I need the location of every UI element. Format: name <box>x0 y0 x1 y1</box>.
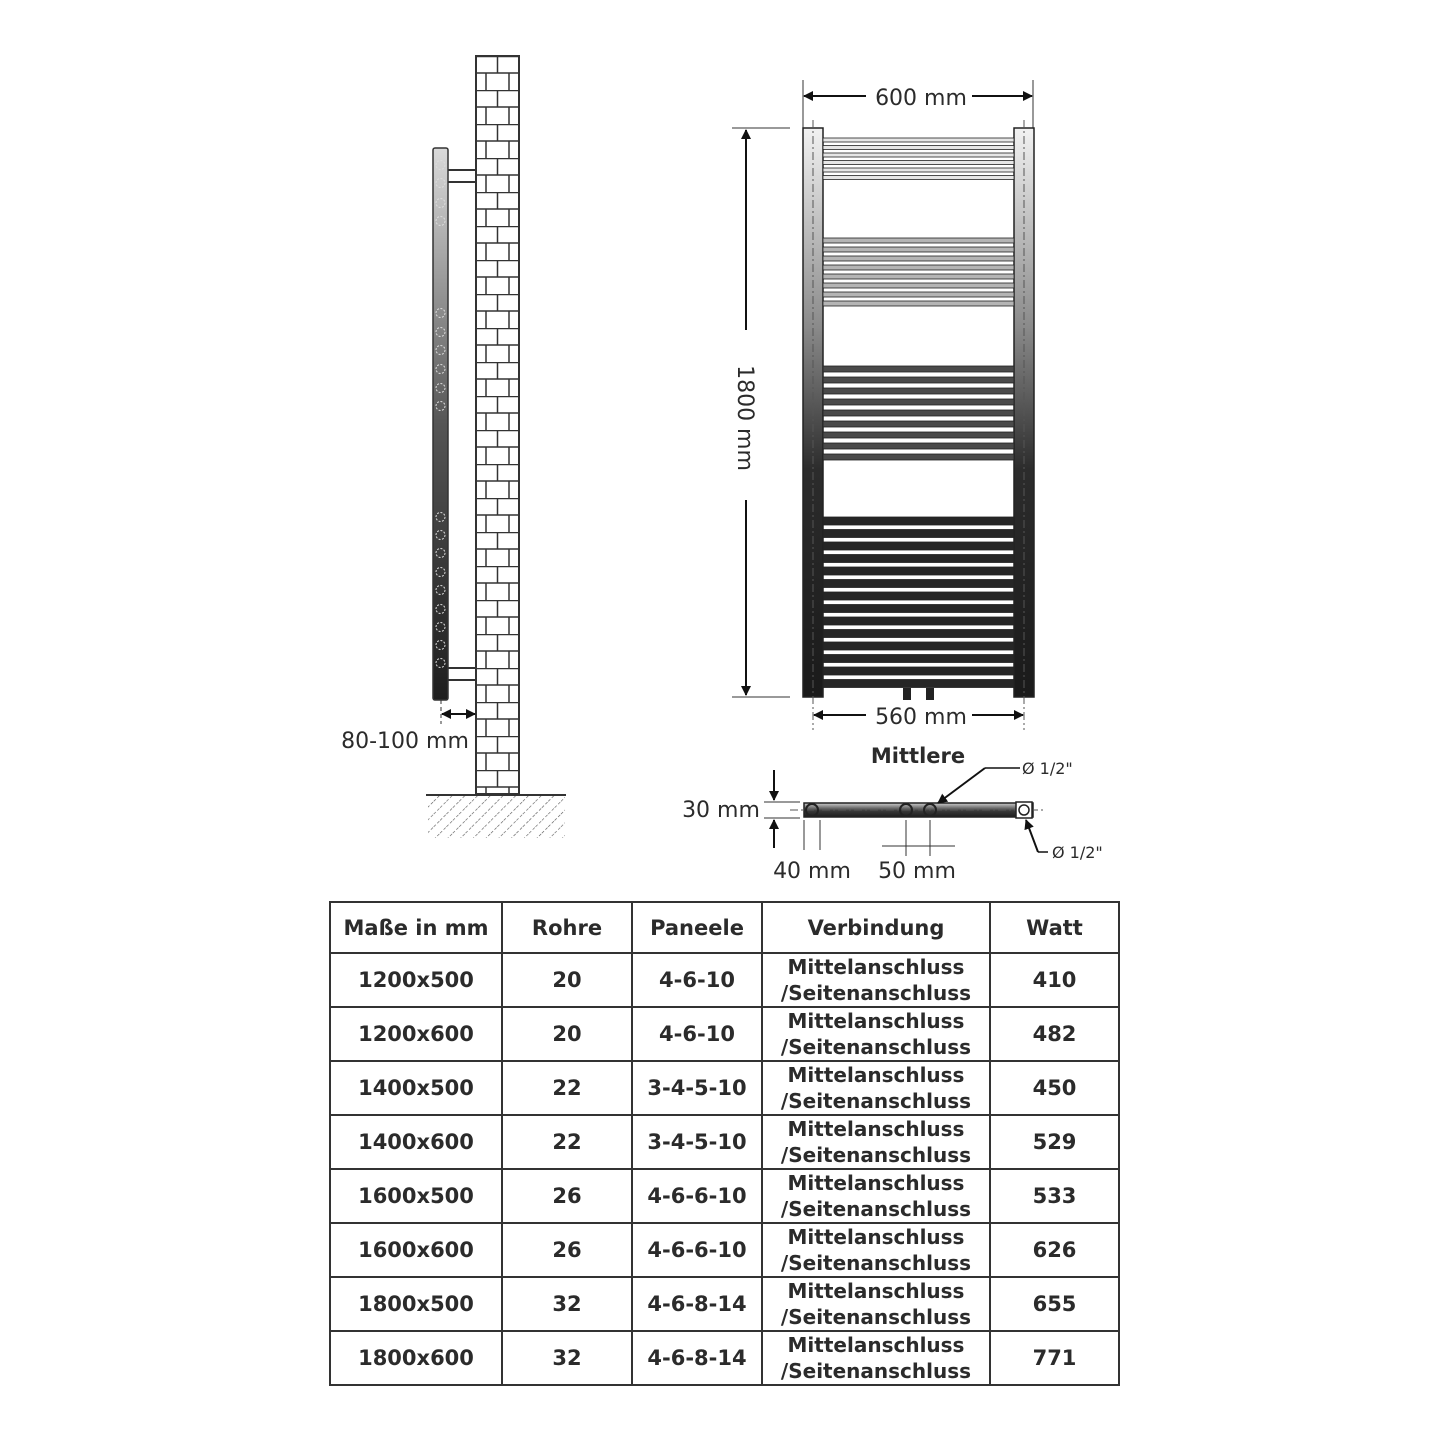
header-tubes: Rohre <box>502 902 632 953</box>
radiator-rung <box>823 377 1014 383</box>
connection-center: Mittelanschluss <box>787 955 965 979</box>
cell-watt: 626 <box>990 1223 1119 1277</box>
connection-side: /Seitenanschluss <box>780 1197 972 1221</box>
cell-watt: 771 <box>990 1331 1119 1385</box>
cell-watt: 410 <box>990 953 1119 1007</box>
cell-connection <box>762 1007 990 1061</box>
connection-side: /Seitenanschluss <box>780 1035 972 1059</box>
radiator-rung <box>823 138 1014 142</box>
side-view <box>341 56 566 838</box>
cell-size: 1400x500 <box>330 1061 502 1115</box>
cell-tubes: 22 <box>502 1115 632 1169</box>
radiator-rung <box>823 542 1014 550</box>
table-header-row <box>330 902 1119 953</box>
offset-label: 40 mm <box>773 859 851 884</box>
radiator-rung <box>823 580 1014 588</box>
brick-wall <box>476 56 519 794</box>
bottom-view <box>682 744 1103 884</box>
cell-watt: 529 <box>990 1115 1119 1169</box>
front-view <box>732 80 1034 730</box>
cell-connection <box>762 1115 990 1169</box>
cell-panels: 4-6-10 <box>632 953 762 1007</box>
connection-center: Mittelanschluss <box>787 1117 965 1141</box>
radiator-rung <box>823 265 1014 270</box>
cell-tubes: 32 <box>502 1331 632 1385</box>
header-size: Maße in mm <box>330 902 502 953</box>
table-row <box>330 1331 1119 1385</box>
connection-side: /Seitenanschluss <box>780 1143 972 1167</box>
cell-connection <box>762 1061 990 1115</box>
radiator-rung <box>823 168 1014 172</box>
cell-watt: 655 <box>990 1277 1119 1331</box>
table-row <box>330 1223 1119 1277</box>
radiator-rung <box>823 667 1014 675</box>
cell-watt: 450 <box>990 1061 1119 1115</box>
wall-bracket-top <box>446 170 476 182</box>
cell-watt: 533 <box>990 1169 1119 1223</box>
connection-side: /Seitenanschluss <box>780 1251 972 1275</box>
cell-panels: 3-4-5-10 <box>632 1061 762 1115</box>
cell-panels: 4-6-10 <box>632 1007 762 1061</box>
connection-center: Mittelanschluss <box>787 1171 965 1195</box>
radiator-rung <box>823 642 1014 650</box>
cell-panels: 4-6-8-14 <box>632 1331 762 1385</box>
radiator-rung <box>823 680 1014 688</box>
table-row <box>330 953 1119 1007</box>
cell-tubes: 32 <box>502 1277 632 1331</box>
radiator-rung <box>823 617 1014 625</box>
cell-connection <box>762 1277 990 1331</box>
radiator-rung <box>823 366 1014 372</box>
radiator-side-profile <box>433 148 448 700</box>
axis-distance-label: 560 mm <box>875 705 967 730</box>
radiator-rung <box>823 283 1014 288</box>
cell-size: 1200x500 <box>330 953 502 1007</box>
cell-connection <box>762 1331 990 1385</box>
radiator-rung <box>823 256 1014 261</box>
radiator-rung <box>823 161 1014 165</box>
cell-panels: 3-4-5-10 <box>632 1115 762 1169</box>
table-row <box>330 1169 1119 1223</box>
cell-tubes: 20 <box>502 953 632 1007</box>
connection-center: Mittelanschluss <box>787 1063 965 1087</box>
radiator-rung <box>823 421 1014 427</box>
connection-center: Mittelanschluss <box>787 1225 965 1249</box>
radiator-rung <box>823 517 1014 525</box>
cell-panels: 4-6-6-10 <box>632 1169 762 1223</box>
radiator-rung <box>823 146 1014 150</box>
radiator-rung <box>823 410 1014 416</box>
radiator-rung <box>823 399 1014 405</box>
spacing-label: 50 mm <box>878 859 956 884</box>
cell-connection <box>762 1223 990 1277</box>
table-row <box>330 1277 1119 1331</box>
connection-side: /Seitenanschluss <box>780 1089 972 1113</box>
radiator-rung <box>823 388 1014 394</box>
spec-table <box>329 901 1120 1386</box>
cell-tubes: 26 <box>502 1169 632 1223</box>
cell-watt: 482 <box>990 1007 1119 1061</box>
radiator-rung <box>823 630 1014 638</box>
header-panels: Paneele <box>632 902 762 953</box>
diameter-label-top: Ø 1/2" <box>1022 759 1073 778</box>
cell-tubes: 26 <box>502 1223 632 1277</box>
diameter-label-side: Ø 1/2" <box>1052 843 1103 862</box>
diameter-arrow-side <box>1026 820 1038 852</box>
cell-connection <box>762 953 990 1007</box>
cell-tubes: 22 <box>502 1061 632 1115</box>
connection-center: Mittelanschluss <box>787 1279 965 1303</box>
cell-panels: 4-6-8-14 <box>632 1277 762 1331</box>
table-row <box>330 1007 1119 1061</box>
radiator-rung <box>823 555 1014 563</box>
radiator-rungs <box>823 138 1014 688</box>
radiator-rung <box>823 153 1014 157</box>
connection-stub-right <box>926 688 934 700</box>
cell-panels: 4-6-6-10 <box>632 1223 762 1277</box>
depth-label: 30 mm <box>682 798 760 823</box>
radiator-rung <box>823 292 1014 297</box>
header-connection: Verbindung <box>762 902 990 953</box>
width-label: 600 mm <box>875 86 967 111</box>
cell-size: 1800x600 <box>330 1331 502 1385</box>
table-row <box>330 1061 1119 1115</box>
radiator-rung <box>823 238 1014 243</box>
cell-tubes: 20 <box>502 1007 632 1061</box>
radiator-rung <box>823 301 1014 306</box>
wall-bracket-bottom <box>446 668 476 680</box>
radiator-rung <box>823 274 1014 279</box>
header-watt: Watt <box>990 902 1119 953</box>
cell-size: 1800x500 <box>330 1277 502 1331</box>
radiator-rung <box>823 443 1014 449</box>
diameter-arrow-top <box>938 768 985 803</box>
connection-side: /Seitenanschluss <box>780 1305 972 1329</box>
radiator-rung <box>823 592 1014 600</box>
radiator-rung <box>823 454 1014 460</box>
radiator-rung <box>823 176 1014 180</box>
radiator-rung <box>823 247 1014 252</box>
cell-size: 1600x500 <box>330 1169 502 1223</box>
connection-side: /Seitenanschluss <box>780 1359 972 1383</box>
connection-center: Mittelanschluss <box>787 1333 965 1357</box>
cell-size: 1200x600 <box>330 1007 502 1061</box>
cell-size: 1600x600 <box>330 1223 502 1277</box>
connection-title: Mittlere <box>870 744 966 768</box>
radiator-rung <box>823 605 1014 613</box>
connection-side: /Seitenanschluss <box>780 981 972 1005</box>
table-row <box>330 1115 1119 1169</box>
radiator-rung <box>823 655 1014 663</box>
ground-hatch <box>428 796 565 838</box>
radiator-rung <box>823 567 1014 575</box>
wall-distance-label: 80-100 mm <box>341 729 469 754</box>
radiator-rung <box>823 530 1014 538</box>
cell-connection <box>762 1169 990 1223</box>
radiator-rung <box>823 432 1014 438</box>
connection-stub-left <box>903 688 911 700</box>
connection-center: Mittelanschluss <box>787 1009 965 1033</box>
cell-size: 1400x600 <box>330 1115 502 1169</box>
height-label: 1800 mm <box>732 365 757 471</box>
